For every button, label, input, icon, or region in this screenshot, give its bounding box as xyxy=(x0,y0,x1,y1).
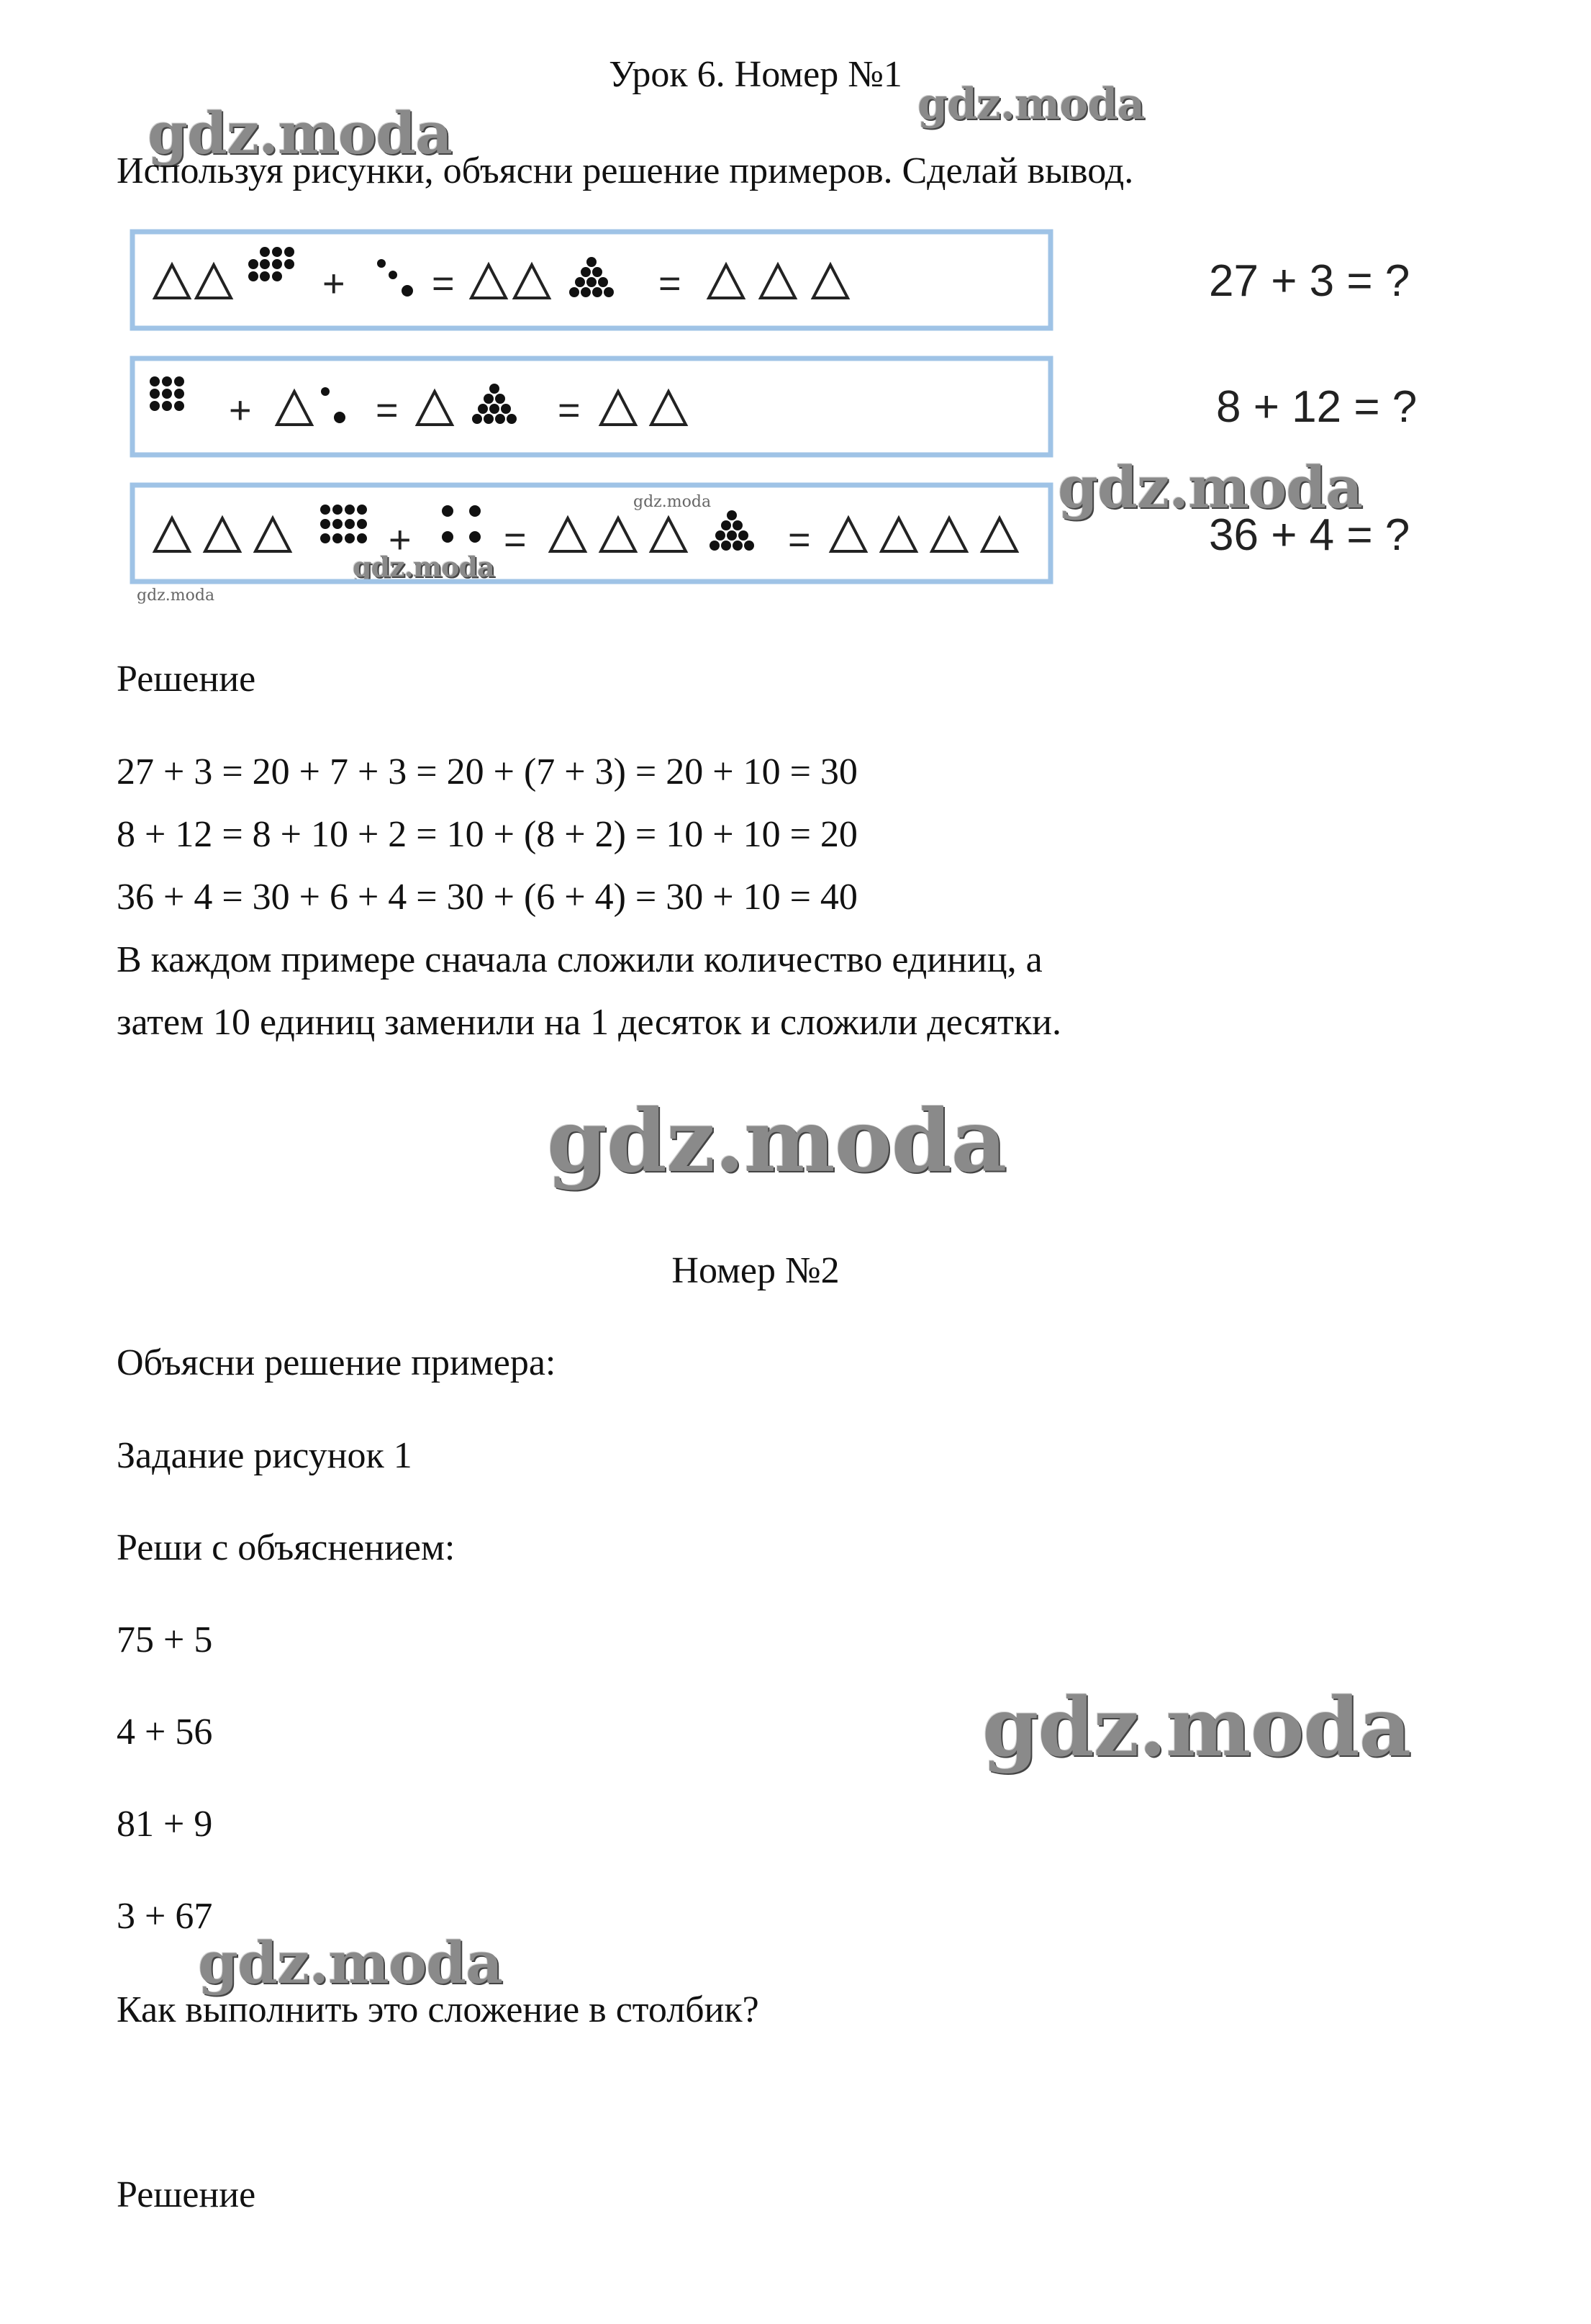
example-item: 81 + 9 xyxy=(117,1804,213,1845)
task2-instruction: Объясни решение примера: xyxy=(117,1342,556,1383)
solution-heading: Решение xyxy=(117,659,256,700)
solution-heading: Решение xyxy=(117,2174,256,2215)
svg-text:+: + xyxy=(389,518,412,561)
example-equation: 36 + 4 = ? xyxy=(1209,510,1410,560)
task1-instruction: Используя рисунки, объясни решение примеров. Сделай вывод. xyxy=(117,150,1134,191)
solution-line: В каждом примере сначала сложили количество единиц, а xyxy=(117,939,1043,980)
watermark: gdz.moda xyxy=(198,1929,502,1997)
example-equation: 8 + 12 = ? xyxy=(1216,382,1418,432)
svg-text:=: = xyxy=(376,389,399,432)
watermark: gdz.moda xyxy=(547,1090,1007,1192)
solution-line: затем 10 единиц заменили на 1 десяток и сложили десятки. xyxy=(117,1002,1061,1043)
example-item: 4 + 56 xyxy=(117,1712,213,1753)
subtask-label: Реши с объяснением: xyxy=(117,1527,455,1568)
example-item: 75 + 5 xyxy=(117,1619,213,1660)
task2-question: Как выполнить это сложение в столбик? xyxy=(117,1989,759,2030)
watermark: gdz.moda xyxy=(353,551,494,583)
watermark: gdz.moda xyxy=(633,493,712,511)
watermark: gdz.moda xyxy=(1058,453,1362,521)
figure-caption: Задание рисунок 1 xyxy=(117,1435,412,1476)
page-title: Урок 6. Номер №1 xyxy=(609,54,902,95)
solution-line: 36 + 4 = 30 + 6 + 4 = 30 + (6 + 4) = 30 + 10 = 40 xyxy=(117,877,858,918)
example-item: 3 + 67 xyxy=(117,1896,213,1937)
section-title: Номер №2 xyxy=(671,1250,840,1291)
svg-text:=: = xyxy=(504,518,527,561)
solution-line: 8 + 12 = 8 + 10 + 2 = 10 + (8 + 2) = 10 + 10 = 20 xyxy=(117,814,858,855)
svg-text:=: = xyxy=(432,262,455,305)
svg-text:=: = xyxy=(558,389,581,432)
example-equation: 27 + 3 = ? xyxy=(1209,256,1410,306)
watermark: gdz.moda xyxy=(137,587,215,605)
svg-text:=: = xyxy=(658,262,681,305)
svg-text:+: + xyxy=(229,389,252,432)
svg-text:+: + xyxy=(322,262,345,305)
watermark: gdz.moda xyxy=(982,1681,1411,1775)
svg-text:=: = xyxy=(788,518,811,561)
frame-row-3 xyxy=(132,485,1051,582)
watermark: gdz.moda xyxy=(917,79,1145,130)
watermark: gdz.moda xyxy=(148,99,452,167)
frame-row-2 xyxy=(132,358,1051,455)
solution-line: 27 + 3 = 20 + 7 + 3 = 20 + (7 + 3) = 20 + 10 = 30 xyxy=(117,751,858,792)
